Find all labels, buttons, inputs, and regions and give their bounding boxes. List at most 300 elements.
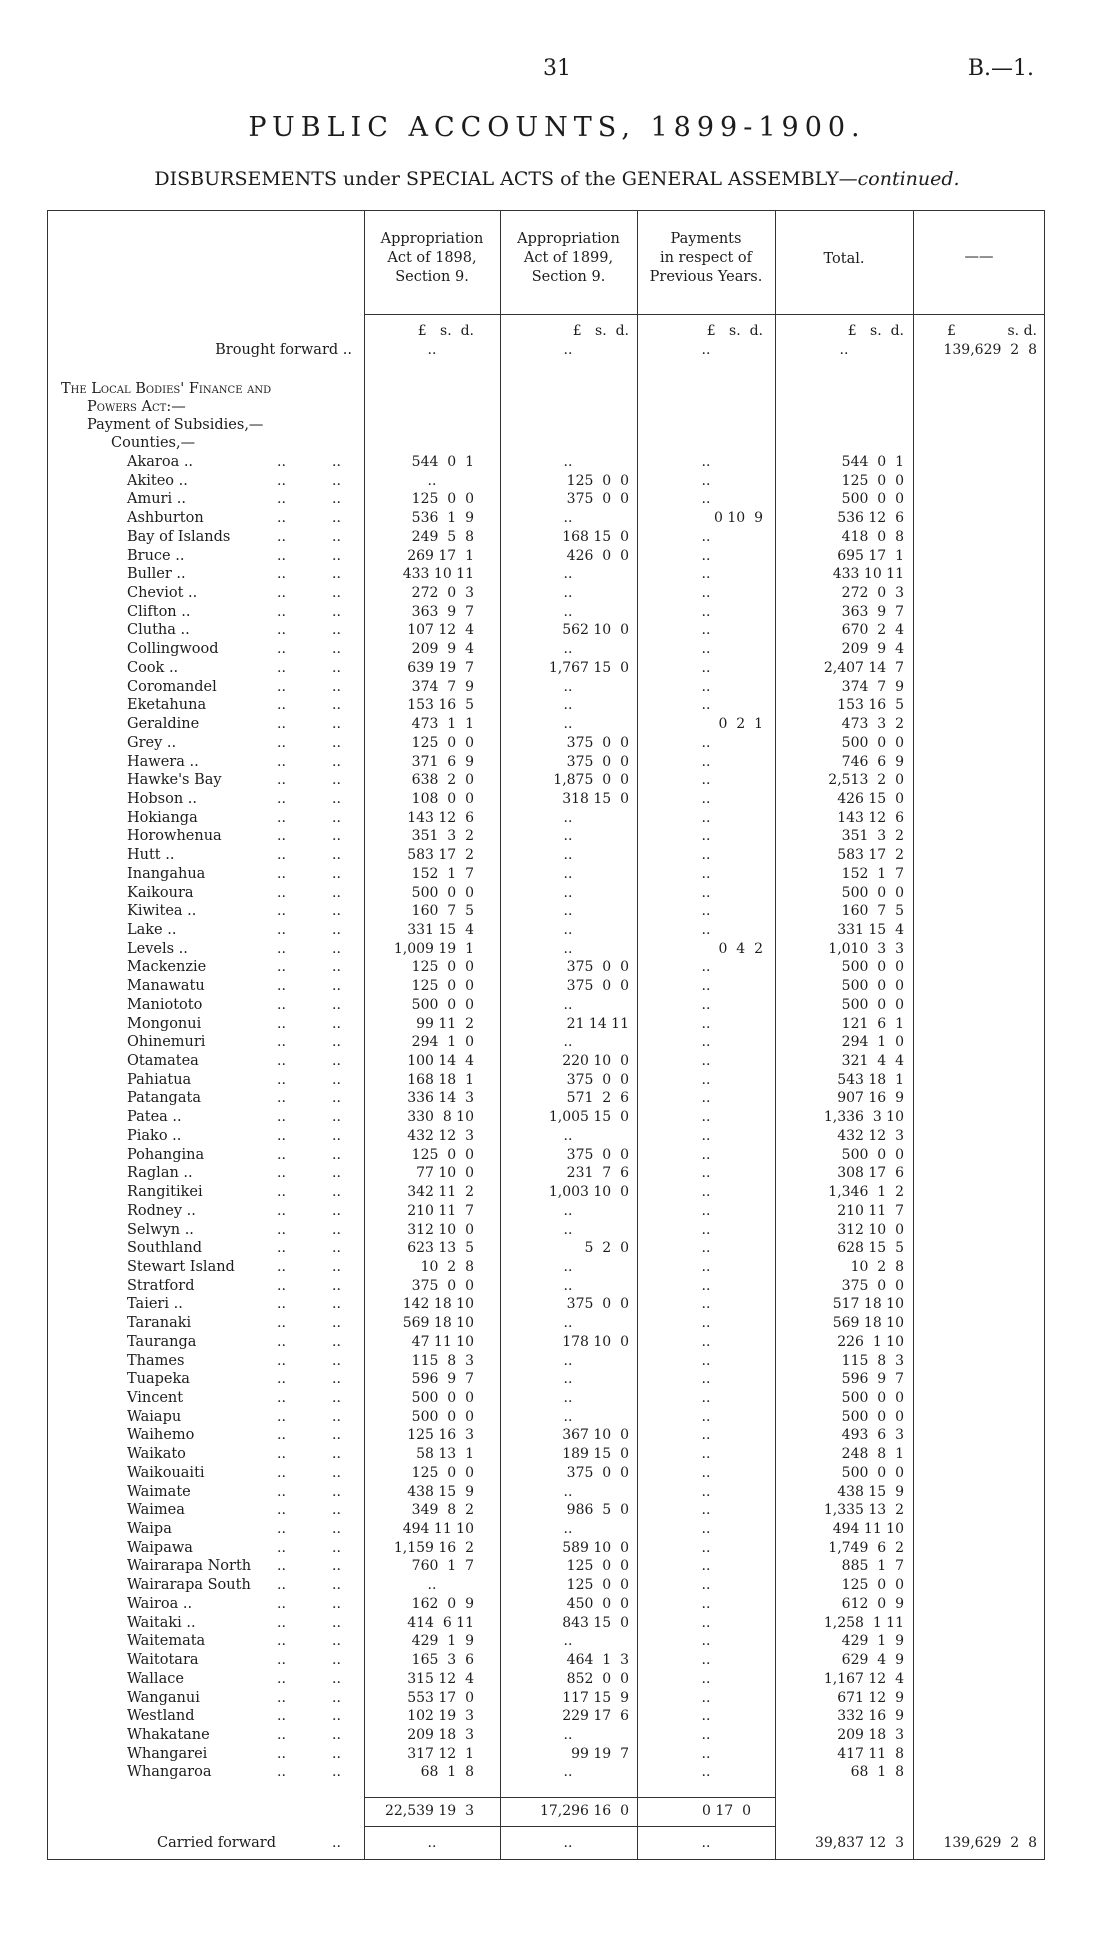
row-70-c1: 68 1 8 [420,1764,474,1781]
row-9-name: Clutha .. [127,622,190,639]
row-8-c3-nil: .. [701,603,711,620]
row-49-c3-nil: .. [701,1371,711,1388]
row-17-name: Hawke's Bay [127,772,222,789]
row-12-leader-a: .. [277,678,286,695]
row-39-c4: 1,346 1 2 [828,1184,904,1201]
row-35-c1: 330 8 10 [407,1109,474,1126]
row-4-c4: 418 0 8 [841,528,904,545]
row-59-leader-a: .. [277,1558,286,1575]
totals-c2: 17,296 16 0 [539,1803,629,1819]
row-2-c3-nil: .. [701,491,711,508]
row-28-leader-a: .. [277,978,286,995]
row-21-leader-b: .. [332,847,341,864]
row-52-leader-b: .. [332,1427,341,1444]
totals-rule-bottom [364,1826,775,1827]
row-50-c3-nil: .. [701,1390,711,1406]
row-47-leader-a: .. [277,1333,286,1350]
row-0-c3-nil: .. [701,454,711,470]
row-56-leader-b: .. [332,1502,341,1519]
row-22-c1: 152 1 7 [411,865,474,882]
row-18-c4: 426 15 0 [837,790,904,807]
row-34-c3-nil: .. [701,1090,711,1107]
row-17-c2: 1,875 0 0 [553,772,629,789]
row-61-leader-a: .. [277,1595,286,1612]
row-9-leader-a: .. [277,622,286,639]
row-69-leader-b: .. [332,1745,341,1762]
row-18-leader-b: .. [332,790,341,807]
row-27-leader-a: .. [277,959,286,976]
row-3-c1: 536 1 9 [411,510,474,527]
row-24-name: Kiwitea .. [127,903,197,920]
row-22-name: Inangahua [127,865,206,882]
row-46-name: Taranaki [127,1315,192,1332]
row-46-c4: 569 18 10 [832,1315,904,1332]
row-51-name: Waiapu [127,1408,182,1425]
row-41-name: Selwyn .. [127,1221,194,1238]
row-40-name: Rodney .. [127,1202,196,1219]
row-52-c3-nil: .. [701,1427,711,1444]
row-52-leader-a: .. [277,1427,286,1444]
row-53-leader-b: .. [332,1446,341,1463]
row-67-leader-b: .. [332,1708,341,1725]
row-53-leader-a: .. [277,1446,286,1463]
row-55-c1: 438 15 9 [407,1483,474,1500]
row-19-leader-a: .. [277,809,286,826]
row-0-c4: 544 0 1 [841,454,904,470]
row-60-c2: 125 0 0 [566,1577,629,1594]
row-6-c3-nil: .. [701,566,711,583]
row-25-c4: 331 15 4 [837,922,904,938]
row-60-name: Wairarapa South [127,1577,251,1594]
row-9-c4: 670 2 4 [841,622,904,639]
row-50-leader-a: .. [277,1390,286,1406]
row-48-leader-b: .. [332,1352,341,1369]
row-3-c2-nil: .. [563,510,573,527]
row-4-leader-b: .. [332,528,341,545]
row-26-c4: 1,010 3 3 [828,940,904,957]
row-35-c2: 1,005 15 0 [548,1109,629,1126]
row-68-c1: 209 18 3 [407,1726,474,1743]
row-67-c4: 332 16 9 [837,1708,904,1725]
row-63-c4: 429 1 9 [841,1633,904,1650]
row-30-c1: 99 11 2 [416,1015,474,1032]
row-42-leader-a: .. [277,1240,286,1257]
row-51-c1: 500 0 0 [411,1408,474,1425]
row-41-c4: 312 10 0 [837,1221,904,1238]
row-35-leader-b: .. [332,1109,341,1126]
row-47-leader-b: .. [332,1333,341,1350]
row-53-c3-nil: .. [701,1446,711,1463]
row-65-c3-nil: .. [701,1670,711,1687]
row-45-c3-nil: .. [701,1296,711,1313]
row-5-leader-b: .. [332,547,341,564]
row-24-leader-b: .. [332,903,341,920]
col-head-blank: —— [964,249,994,265]
row-36-c4: 432 12 3 [837,1127,904,1144]
brought-forward-c2-nil: .. [563,342,573,358]
row-6-c2-nil: .. [563,566,573,583]
row-54-c3-nil: .. [701,1464,711,1481]
col-head-total: Total. [823,251,865,267]
row-69-c3-nil: .. [701,1745,711,1762]
row-2-c2: 375 0 0 [566,491,629,508]
row-33-c1: 168 18 1 [407,1071,474,1088]
row-27-c2: 375 0 0 [566,959,629,976]
row-37-c2: 375 0 0 [566,1146,629,1163]
row-41-leader-a: .. [277,1221,286,1238]
row-10-leader-a: .. [277,641,286,658]
row-63-c3-nil: .. [701,1633,711,1650]
row-23-c1: 500 0 0 [411,884,474,901]
brought-forward-c1-nil: .. [427,342,437,358]
row-13-c1: 153 16 5 [407,697,474,714]
row-54-c4: 500 0 0 [841,1464,904,1481]
row-55-c2-nil: .. [563,1483,573,1500]
row-23-name: Kaikoura [127,884,194,901]
row-69-c2: 99 19 7 [571,1745,629,1762]
row-63-c1: 429 1 9 [411,1633,474,1650]
row-67-leader-a: .. [277,1708,286,1725]
row-31-c1: 294 1 0 [411,1034,474,1051]
row-58-c2: 589 10 0 [562,1539,629,1556]
row-21-leader-a: .. [277,847,286,864]
row-34-leader-a: .. [277,1090,286,1107]
row-28-c2: 375 0 0 [566,978,629,995]
row-66-c3-nil: .. [701,1689,711,1706]
row-5-c2: 426 0 0 [566,547,629,564]
row-44-c4: 375 0 0 [841,1277,904,1294]
row-38-c1: 77 10 0 [416,1165,474,1182]
row-36-c1: 432 12 3 [407,1127,474,1144]
row-56-c4: 1,335 13 2 [823,1502,904,1519]
row-3-c3: 0 10 9 [714,510,763,527]
row-37-name: Pohangina [127,1146,205,1163]
row-5-leader-a: .. [277,547,286,564]
row-20-c2-nil: .. [563,828,573,845]
row-37-leader-b: .. [332,1146,341,1163]
row-4-c1: 249 5 8 [411,528,474,545]
row-36-name: Piako .. [127,1127,182,1144]
row-68-leader-b: .. [332,1726,341,1743]
row-6-name: Buller .. [127,566,186,583]
row-13-c4: 153 16 5 [837,697,904,714]
row-3-leader-b: .. [332,510,341,527]
row-60-c4: 125 0 0 [841,1577,904,1594]
row-12-name: Coromandel [127,678,217,695]
row-25-leader-b: .. [332,922,341,938]
row-50-name: Vincent [127,1390,184,1406]
row-24-c1: 160 7 5 [411,903,474,920]
row-24-c2-nil: .. [563,903,573,920]
row-28-name: Manawatu [127,978,205,995]
row-67-c3-nil: .. [701,1708,711,1725]
row-14-c4: 473 3 2 [841,716,904,733]
row-1-c3-nil: .. [701,472,711,489]
row-29-c1: 500 0 0 [411,996,474,1013]
row-65-name: Wallace [127,1670,184,1687]
row-68-leader-a: .. [277,1726,286,1743]
row-66-c2: 117 15 9 [562,1689,629,1706]
row-58-c1: 1,159 16 2 [393,1539,474,1556]
row-51-leader-b: .. [332,1408,341,1425]
row-56-c2: 986 5 0 [566,1502,629,1519]
row-69-c1: 317 12 1 [407,1745,474,1762]
carried-forward-leader: .. [332,1835,341,1851]
row-29-leader-b: .. [332,996,341,1013]
row-53-c2: 189 15 0 [562,1446,629,1463]
row-16-c4: 746 6 9 [841,753,904,770]
row-30-leader-a: .. [277,1015,286,1032]
row-38-leader-a: .. [277,1165,286,1182]
row-4-c3-nil: .. [701,528,711,545]
row-16-c2: 375 0 0 [566,753,629,770]
row-52-c4: 493 6 3 [841,1427,904,1444]
row-15-c1: 125 0 0 [411,734,474,751]
row-61-c4: 612 0 9 [841,1595,904,1612]
row-40-c1: 210 11 7 [407,1202,474,1219]
row-64-leader-a: .. [277,1652,286,1669]
row-20-leader-a: .. [277,828,286,845]
row-55-leader-b: .. [332,1483,341,1500]
row-16-leader-b: .. [332,753,341,770]
row-39-c2: 1,003 10 0 [548,1184,629,1201]
row-32-c2: 220 10 0 [562,1053,629,1070]
row-19-leader-b: .. [332,809,341,826]
totals-c3: 0 17 0 [702,1803,751,1819]
row-13-c3-nil: .. [701,697,711,714]
row-57-name: Waipa [127,1521,172,1538]
row-24-leader-a: .. [277,903,286,920]
row-27-c4: 500 0 0 [841,959,904,976]
row-36-leader-a: .. [277,1127,286,1144]
row-8-c2-nil: .. [563,603,573,620]
row-12-c1: 374 7 9 [411,678,474,695]
row-45-leader-b: .. [332,1296,341,1313]
row-65-c1: 315 12 4 [407,1670,474,1687]
row-37-leader-a: .. [277,1146,286,1163]
row-52-c2: 367 10 0 [562,1427,629,1444]
row-48-c3-nil: .. [701,1352,711,1369]
row-46-leader-b: .. [332,1315,341,1332]
row-31-c4: 294 1 0 [841,1034,904,1051]
row-7-c2-nil: .. [563,585,573,602]
row-52-c1: 125 16 3 [407,1427,474,1444]
row-43-name: Stewart Island [127,1258,235,1275]
row-45-name: Taieri .. [127,1296,183,1313]
row-29-name: Maniototo [127,996,203,1013]
row-4-leader-a: .. [277,528,286,545]
row-0-c2-nil: .. [563,454,573,470]
row-32-leader-a: .. [277,1053,286,1070]
row-42-c2: 5 2 0 [584,1240,629,1257]
row-15-c3-nil: .. [701,734,711,751]
row-44-c2-nil: .. [563,1277,573,1294]
row-35-c3-nil: .. [701,1109,711,1126]
row-57-c3-nil: .. [701,1521,711,1538]
row-17-leader-b: .. [332,772,341,789]
row-15-leader-b: .. [332,734,341,751]
row-57-c1: 494 11 10 [402,1521,474,1538]
row-60-leader-b: .. [332,1577,341,1594]
row-4-name: Bay of Islands [127,528,231,545]
row-27-c3-nil: .. [701,959,711,976]
section-counties: Counties,— [111,435,196,451]
row-66-c1: 553 17 0 [407,1689,474,1706]
row-56-name: Waimea [127,1502,185,1519]
row-43-leader-a: .. [277,1258,286,1275]
row-43-c3-nil: .. [701,1258,711,1275]
row-28-c3-nil: .. [701,978,711,995]
row-10-c4: 209 9 4 [841,641,904,658]
row-59-c4: 885 1 7 [841,1558,904,1575]
row-29-c3-nil: .. [701,996,711,1013]
row-53-c4: 248 8 1 [841,1446,904,1463]
row-57-leader-b: .. [332,1521,341,1538]
row-53-name: Waikato [127,1446,186,1463]
row-17-c4: 2,513 2 0 [828,772,904,789]
row-58-c4: 1,749 6 2 [828,1539,904,1556]
row-63-name: Waitemata [127,1633,206,1650]
row-42-c4: 628 15 5 [837,1240,904,1257]
row-56-c1: 349 8 2 [411,1502,474,1519]
units-c5-sd: s. d. [1007,323,1037,339]
row-22-c2-nil: .. [563,865,573,882]
row-47-c3-nil: .. [701,1333,711,1350]
row-22-leader-a: .. [277,865,286,882]
carried-forward-c3-nil: .. [701,1835,711,1851]
row-64-c2: 464 1 3 [566,1652,629,1669]
row-9-c2: 562 10 0 [562,622,629,639]
row-14-name: Geraldine [127,716,200,733]
row-21-c1: 583 17 2 [407,847,474,864]
carried-forward-c1-nil: .. [427,1835,437,1851]
row-58-name: Waipawa [127,1539,193,1556]
row-59-c3-nil: .. [701,1558,711,1575]
row-47-name: Tauranga [127,1333,197,1350]
row-22-c3-nil: .. [701,865,711,882]
row-49-leader-a: .. [277,1371,286,1388]
row-42-leader-b: .. [332,1240,341,1257]
row-33-name: Pahiatua [127,1071,192,1088]
row-46-c1: 569 18 10 [402,1315,474,1332]
row-18-name: Hobson .. [127,790,197,807]
row-23-leader-b: .. [332,884,341,901]
row-30-c2: 21 14 11 [566,1015,629,1032]
row-33-c3-nil: .. [701,1071,711,1088]
row-40-c2-nil: .. [563,1202,573,1219]
row-44-c3-nil: .. [701,1277,711,1294]
row-16-c3-nil: .. [701,753,711,770]
row-39-c1: 342 11 2 [407,1184,474,1201]
row-5-name: Bruce .. [127,547,185,564]
row-1-name: Akiteo .. [127,472,188,489]
row-29-c4: 500 0 0 [841,996,904,1013]
rule-col5 [913,210,914,1860]
row-14-c1: 473 1 1 [411,716,474,733]
row-34-leader-b: .. [332,1090,341,1107]
row-19-c3-nil: .. [701,809,711,826]
row-20-c1: 351 3 2 [411,828,474,845]
row-48-name: Thames [127,1352,185,1369]
row-40-leader-a: .. [277,1202,286,1219]
page-subtitle [0,168,1114,190]
subtitle-main: DISBURSEMENTS under SPECIAL ACTS of the GENERAL ASSEMBLY— [154,168,858,190]
row-12-c2-nil: .. [563,678,573,695]
row-18-c3-nil: .. [701,790,711,807]
col-head-1899: Appropriation Act of 1899, Section 9. [517,231,620,285]
row-3-leader-a: .. [277,510,286,527]
row-70-leader-a: .. [277,1764,286,1781]
row-64-c4: 629 4 9 [841,1652,904,1669]
row-64-name: Waitotara [127,1652,199,1669]
subtitle-continued: continued. [857,168,960,190]
row-23-c4: 500 0 0 [841,884,904,901]
row-33-c4: 543 18 1 [837,1071,904,1088]
units-c3: £ s. d. [706,323,763,339]
row-8-c4: 363 9 7 [841,603,904,620]
row-13-c2-nil: .. [563,697,573,714]
row-49-leader-b: .. [332,1371,341,1388]
row-18-c1: 108 0 0 [411,790,474,807]
row-38-c4: 308 17 6 [837,1165,904,1182]
row-70-c4: 68 1 8 [850,1764,904,1781]
row-37-c3-nil: .. [701,1146,711,1163]
row-55-c3-nil: .. [701,1483,711,1500]
row-5-c4: 695 17 1 [837,547,904,564]
row-59-leader-b: .. [332,1558,341,1575]
row-42-c3-nil: .. [701,1240,711,1257]
row-39-name: Rangitikei [127,1184,203,1201]
col-head-1898: Appropriation Act of 1898, Section 9. [380,231,484,285]
row-62-leader-a: .. [277,1614,286,1631]
row-45-leader-a: .. [277,1296,286,1313]
row-20-c4: 351 3 2 [841,828,904,845]
row-23-c2-nil: .. [563,884,573,901]
row-61-name: Wairoa .. [127,1595,193,1612]
row-39-leader-b: .. [332,1184,341,1201]
row-7-c1: 272 0 3 [411,585,474,602]
row-10-c1: 209 9 4 [411,641,474,658]
row-64-leader-b: .. [332,1652,341,1669]
row-70-c2-nil: .. [563,1764,573,1781]
row-17-c1: 638 2 0 [411,772,474,789]
rule-col3 [637,210,638,1860]
row-56-leader-a: .. [277,1502,286,1519]
row-30-c4: 121 6 1 [841,1015,904,1032]
row-49-c2-nil: .. [563,1371,573,1388]
row-16-c1: 371 6 9 [411,753,474,770]
row-33-leader-b: .. [332,1071,341,1088]
row-42-c1: 623 13 5 [407,1240,474,1257]
row-11-c3-nil: .. [701,659,711,676]
row-49-name: Tuapeka [127,1371,190,1388]
row-11-c2: 1,767 15 0 [548,659,629,676]
row-51-c4: 500 0 0 [841,1408,904,1425]
row-21-c2-nil: .. [563,847,573,864]
row-21-name: Hutt .. [127,847,175,864]
section-act-heading-2: Powers Act:— [87,399,186,415]
row-11-leader-b: .. [332,659,341,676]
row-34-c1: 336 14 3 [407,1090,474,1107]
row-49-c4: 596 9 7 [841,1371,904,1388]
row-19-c1: 143 12 6 [407,809,474,826]
row-60-leader-a: .. [277,1577,286,1594]
row-8-c1: 363 9 7 [411,603,474,620]
row-12-c4: 374 7 9 [841,678,904,695]
row-46-c3-nil: .. [701,1315,711,1332]
row-55-name: Waimate [127,1483,191,1500]
row-19-c4: 143 12 6 [837,809,904,826]
